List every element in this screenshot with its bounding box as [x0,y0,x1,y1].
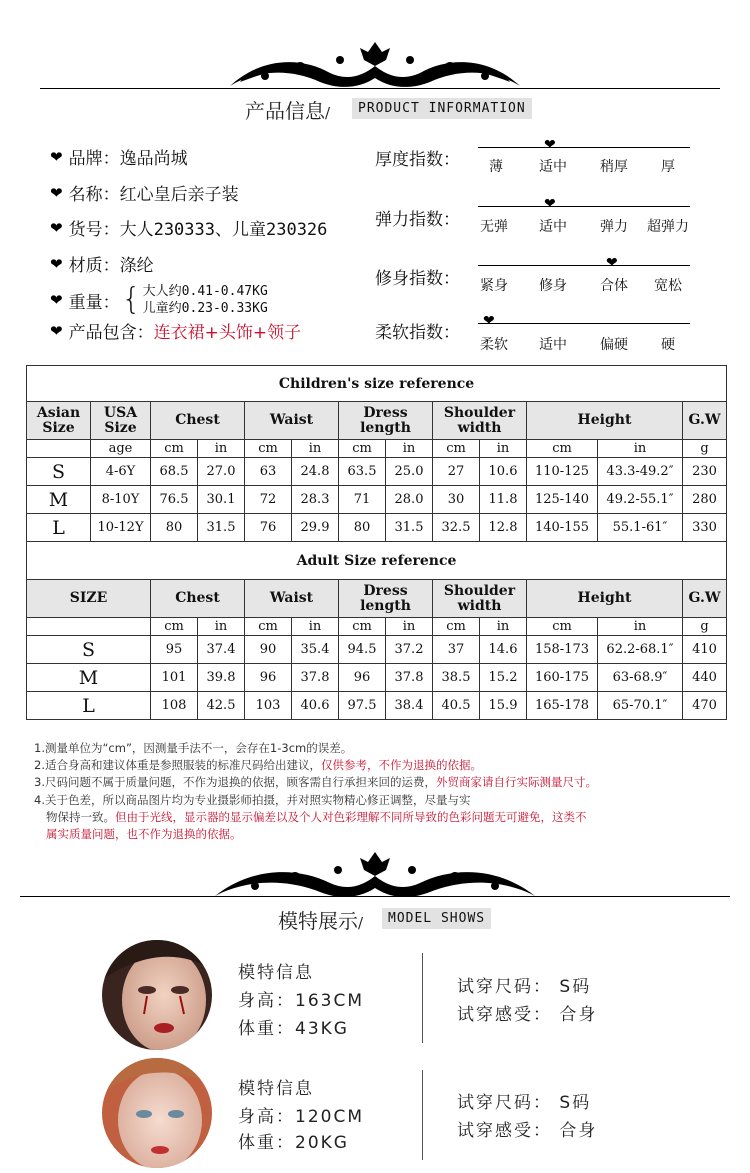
section-subtitle-product: PRODUCT INFORMATION [352,98,532,119]
cell: 24.8 [292,458,339,486]
note-1: 1.测量单位为“cm”，因测量手法不一，会存在1-3cm的误差。 [34,741,353,755]
model-1-size: 试穿尺码： S码 [457,977,592,997]
cell: 31.5 [198,514,245,542]
col-header: Waist [245,402,339,440]
cell: 12.8 [480,514,527,542]
cell: 62.2-68.1″ [598,636,683,664]
heart-icon: ❤ [50,291,63,309]
unit-cell: cm [339,618,386,636]
bottom-rule [20,896,730,897]
note-4-end: 属实质量问题，也不作为退换的依据。 [46,827,242,841]
cell: 15.9 [480,692,527,720]
unit-cell: in [598,440,683,458]
size-table [26,365,727,720]
model-2-info-title: 模特信息 [238,1079,314,1099]
unit-cell: in [198,440,245,458]
table-row [27,664,727,692]
col-header: Height [527,402,683,440]
unit-cell: age [91,440,151,458]
cell: 32.5 [433,514,480,542]
cell: 101 [151,664,198,692]
cell: 95 [151,636,198,664]
unit-cell: cm [433,618,480,636]
model-2-feel: 试穿感受： 合身 [457,1121,598,1141]
index-tick: 适中 [539,159,567,175]
cell: 30 [433,486,480,514]
cell: 10.6 [480,458,527,486]
index-fit-marker-icon: ❤ [606,255,618,271]
cell: 27.0 [198,458,245,486]
unit-cell: g [683,618,727,636]
index-tick: 厚 [661,159,675,175]
cell: 63 [245,458,292,486]
cell: 55.1-61″ [598,514,683,542]
col-header: Height [527,580,683,618]
index-tick: 宽松 [654,278,682,294]
unit-cell: cm [245,440,292,458]
index-thickness-label: 厚度指数： [375,150,460,170]
index-fit-label: 修身指数： [375,269,460,289]
col-header: SIZE [27,580,151,618]
model-1-weight: 体重：43KG [238,1019,349,1039]
col-header: Chest [151,580,245,618]
table-row [27,486,727,514]
note-3: 3.尺码问题不属于质量问题，不作为退换的依据，顾客需自行承担来回的运费，外贸商家请自行实际测量尺寸。 [34,775,597,789]
index-elasticity-label: 弹力指数： [375,210,460,230]
section-title-product: 产品信息/ [245,99,331,123]
table-row [27,692,727,720]
unit-cell: cm [245,618,292,636]
section-title-models: 模特展示/ [278,909,364,933]
cell: 94.5 [339,636,386,664]
cell: 90 [245,636,292,664]
cell: 68.5 [151,458,198,486]
cell: 96 [339,664,386,692]
index-tick: 超弹力 [647,219,689,235]
cell: 76.5 [151,486,198,514]
size-cell: L [27,514,91,542]
model-2-height: 身高：120CM [238,1107,364,1127]
top-rule [40,88,720,89]
index-thickness-marker-icon: ❤ [544,137,556,153]
section-subtitle-models: MODEL SHOWS [382,908,491,929]
unit-cell: in [292,440,339,458]
cell: 230 [683,458,727,486]
unit-cell: in [598,618,683,636]
cell: 37.4 [198,636,245,664]
cell: 80 [151,514,198,542]
cell: 43.3-49.2″ [598,458,683,486]
cell: 40.5 [433,692,480,720]
cell: 158-173 [527,636,598,664]
brace-icon: { [121,282,141,317]
size-cell: L [27,692,151,720]
cell: 125-140 [527,486,598,514]
index-tick: 适中 [539,337,567,353]
model-photo-adult [102,940,212,1050]
cell: 8-10Y [91,486,151,514]
index-thickness-line [478,147,690,148]
col-header: G.W [683,402,727,440]
index-elasticity-line [478,206,690,207]
cell: 410 [683,636,727,664]
model-2-size: 试穿尺码： S码 [457,1093,592,1113]
model-2-weight: 体重：20KG [238,1133,349,1153]
cell: 71 [339,486,386,514]
heart-icon: ❤ [50,321,63,340]
unit-cell: cm [433,440,480,458]
size-cell: S [27,636,151,664]
info-contents: ❤ 产品包含： 连衣裙+头饰+领子 [50,321,302,343]
unit-cell: cm [527,440,598,458]
col-header: Shoulder width [433,580,527,618]
cell: 39.8 [198,664,245,692]
index-tick: 稍厚 [600,159,628,175]
size-cell: S [27,458,91,486]
index-tick: 偏硬 [600,337,628,353]
cell: 63.5 [339,458,386,486]
unit-cell: in [480,618,527,636]
index-tick: 硬 [661,337,675,353]
children-table-title: Children's size reference [27,366,727,402]
info-name: ❤ 名称： 红心皇后亲子装 [50,183,239,205]
index-elasticity-marker-icon: ❤ [544,196,556,212]
unit-cell: cm [151,618,198,636]
cell: 165-178 [527,692,598,720]
info-material: ❤ 材质： 涤纶 [50,254,154,276]
index-tick: 弹力 [600,219,628,235]
cell: 11.8 [480,486,527,514]
cell: 38.4 [386,692,433,720]
cell: 10-12Y [91,514,151,542]
cell: 40.6 [292,692,339,720]
col-header: Asian Size [27,402,91,440]
col-header: Dress length [339,402,433,440]
col-header: Shoulder width [433,402,527,440]
cell: 38.5 [433,664,480,692]
unit-cell: cm [151,440,198,458]
cell: 72 [245,486,292,514]
cell: 63-68.9″ [598,664,683,692]
info-brand: ❤ 品牌： 逸品尚城 [50,147,188,169]
cell: 470 [683,692,727,720]
cell: 31.5 [386,514,433,542]
bottom-ornament [0,850,750,900]
cell: 37.8 [386,664,433,692]
adult-table-title: Adult Size reference [27,542,727,580]
index-tick: 合体 [600,278,628,294]
cell: 108 [151,692,198,720]
unit-cell: cm [339,440,386,458]
cell: 14.6 [480,636,527,664]
cell: 330 [683,514,727,542]
table-row [27,458,727,486]
info-sku: ❤ 货号： 大人230333、儿童230326 [50,218,328,240]
unit-row [27,440,727,458]
model-photo-child [102,1058,212,1168]
cell: 103 [245,692,292,720]
cell: 42.5 [198,692,245,720]
cell: 49.2-55.1″ [598,486,683,514]
cell: 29.9 [292,514,339,542]
col-header: G.W [683,580,727,618]
index-tick: 适中 [539,219,567,235]
cell: 30.1 [198,486,245,514]
cell: 160-175 [527,664,598,692]
heart-icon: ❤ [50,218,63,237]
unit-cell: in [198,618,245,636]
size-cell: M [27,664,151,692]
cell: 28.0 [386,486,433,514]
note-4: 4.关于色差，所以商品图片均为专业摄影师拍摄，并对照实物精心修正调整，尽量与实 [34,793,471,807]
size-cell: M [27,486,91,514]
index-tick: 无弹 [480,219,508,235]
heart-icon: ❤ [50,254,63,273]
unit-cell: cm [527,618,598,636]
index-tick: 修身 [539,278,567,294]
cell: 27 [433,458,480,486]
index-softness-line [478,323,690,324]
cell: 96 [245,664,292,692]
model-1-feel: 试穿感受： 合身 [457,1005,598,1025]
note-4-cont: 物保持一致。但由于光线，显示器的显示偏差以及个人对色彩理解不同所导致的色彩问题无可避免，这类不 [46,810,587,824]
model-2-divider [422,1070,423,1160]
note-2: 2.适合身高和建议体重是参照服装的标准尺码给出建议，仅供参考，不作为退换的依据。 [34,758,482,772]
model-1-info-title: 模特信息 [238,963,314,983]
cell: 140-155 [527,514,598,542]
cell: 37.8 [292,664,339,692]
cell: 76 [245,514,292,542]
cell: 4-6Y [91,458,151,486]
model-1-divider [422,953,423,1043]
model-1-height: 身高：163CM [238,991,364,1011]
index-fit-line [478,265,690,266]
table-row [27,636,727,664]
heart-icon: ❤ [50,147,63,166]
cell: 15.2 [480,664,527,692]
info-weight: ❤ 重量： { 大人约0.41-0.47KG 儿童约0.23-0.33KG [50,282,268,317]
cell: 35.4 [292,636,339,664]
unit-row [27,618,727,636]
index-tick: 紧身 [480,278,508,294]
cell: 37 [433,636,480,664]
unit-cell: g [683,440,727,458]
cell: 97.5 [339,692,386,720]
col-header: Waist [245,580,339,618]
cell: 37.2 [386,636,433,664]
heart-icon: ❤ [50,183,63,202]
col-header: USA Size [91,402,151,440]
cell: 65-70.1″ [598,692,683,720]
cell: 110-125 [527,458,598,486]
cell: 28.3 [292,486,339,514]
index-tick: 薄 [489,159,503,175]
unit-cell: in [480,440,527,458]
col-header: Dress length [339,580,433,618]
table-row [27,514,727,542]
col-header: Chest [151,402,245,440]
cell: 80 [339,514,386,542]
cell: 440 [683,664,727,692]
top-ornament [0,38,750,90]
cell: 280 [683,486,727,514]
unit-cell: in [386,618,433,636]
cell: 25.0 [386,458,433,486]
index-softness-marker-icon: ❤ [483,313,495,329]
index-softness-label: 柔软指数： [375,323,460,343]
index-tick: 柔软 [480,337,508,353]
unit-cell: in [292,618,339,636]
unit-cell: in [386,440,433,458]
